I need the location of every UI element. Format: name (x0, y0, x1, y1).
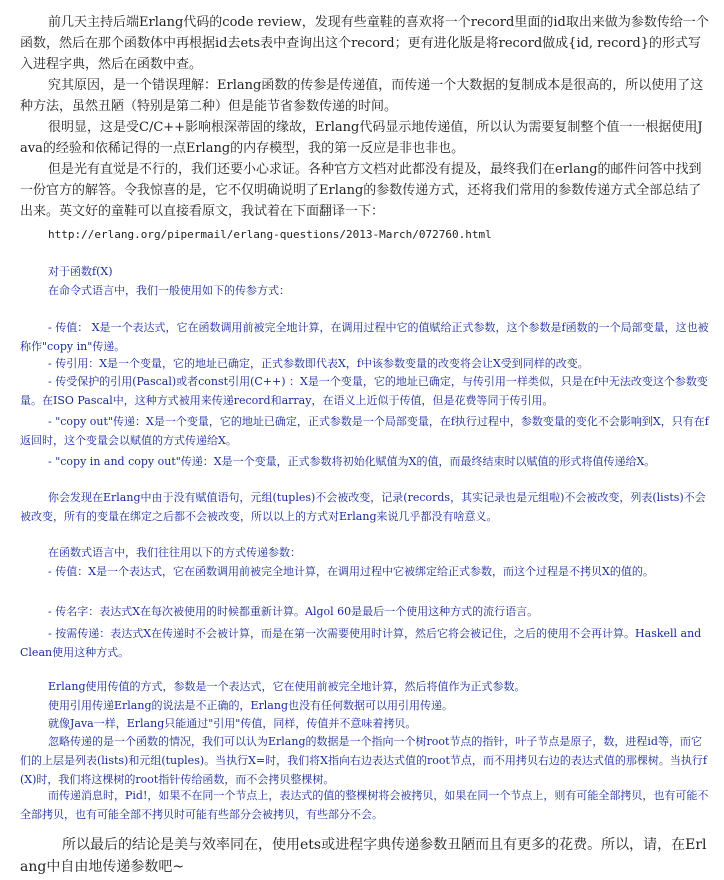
erlang-line-1: Erlang使用传值的方式，参数是一个表达式，它在使用前被完全地计算，然后将值作为正式参数。 (48, 680, 526, 693)
functional-item-by-value: - 传值：X是一个表达式，它在函数调用前被完全地计算，在调用过程中它被绑定给正式参数，而这个过程是不拷贝X的值的。 (48, 565, 654, 578)
imperative-item-by-value: - 传值： X是一个表达式，它在函数调用前被完全地计算，在调用过程中它的值赋给正式参数，这个参数是f函数的一个局部变量，这也被称作"copy in"传递。 (20, 321, 709, 353)
source-url: http://erlang.org/pipermail/erlang-questions/2013-March/072760.html (48, 228, 492, 241)
pid-note: 而传递消息时，Pid!，如果不在同一个节点上，表达式的值的整棵树将会被拷贝，如果在同一个节点上，则有可能全部拷贝，也有可能不全部拷贝，也有可能全部不拷贝时可能有些部分会被拷贝，有些部分不会。 (20, 789, 709, 821)
tree-note: 忽略传递的是一个函数的情况，我们可以认为Erlang的数据是一个指向一个树root节点的指针，叶子节点是原子，数，进程id等，而它们的上层是列表(lists)和元组(tuples)。当执行X=时，我们将X指向右边表达式值的root节点，而不用拷贝右边的表达式值的那棵树。当执行f(X)时，我们将这棵树的root指针传给函数，而不会拷贝整棵树。 (20, 735, 708, 786)
intro-paragraph-4: 但是光有直觉是不行的，我们还要小心求证。各种官方文档对此都没有提及，最终我们在erlang的邮件问答中找到一份官方的解答。令我惊喜的是，它不仅明确说明了Erlang的参数传递方式，还将我们常用的参数传递方式全部总结了出来。英文好的童鞋可以直接看原文，我试着在下面翻译一下： (20, 162, 702, 219)
imperative-intro: 在命令式语言中，我们一般使用如下的传参方式： (48, 284, 290, 297)
intro-paragraph-3: 很明显，这是受C/C++影响根深蒂固的缘故，Erlang代码显示地传递值，所以认为需要复制整个值一一根据使用Java的经验和依稀记得的一点Erlang的内存模型，我的第一反应是非也非也。 (20, 120, 703, 156)
imperative-item-by-reference: - 传引用：X是一个变量，它的地址已确定，正式参数即代表X，f中该参数变量的改变将会让X受到同样的改变。 (48, 357, 589, 370)
conclusion-paragraph: 所以最后的结论是美与效率同在，使用ets或进程字典传递参数丑陋而且有更多的花费。所以，请，在Erlang中自由地传递参数吧~ (20, 837, 707, 875)
functional-item-by-name: - 传名字：表达式X在每次被使用的时候都重新计算。Algol 60是最后一个使用这种方式的流行语言。 (48, 605, 539, 618)
imperative-item-copy-out: - "copy out"传递：X是一个变量，它的地址已确定，正式参数是一个局部变量，在f执行过程中，参数变量的变化不会影响到X，只有在f返回时，这个变量会以赋值的方式传递给X。 (20, 415, 709, 447)
quote-heading: 对于函数f(X) (48, 265, 113, 278)
erlang-line-2: 使用引用传递Erlang的说法是不正确的，Erlang也没有任何数据可以用引用传递。 (48, 699, 453, 712)
intro-paragraph-2: 究其原因，是一个错误理解：Erlang函数的传参是传递值，而传递一个大数据的复制成本是很高的，所以使用了这种方法，虽然丑陋（特别是第二种）但是能节省参数传递的时间。 (20, 78, 704, 114)
functional-intro: 在函数式语言中，我们往往用以下的方式传递参数： (48, 546, 301, 559)
imperative-item-copy-in-out: - "copy in and copy out"传递：X是一个变量，正式参数将初始化赋值为X的值，而最终结束时以赋值的形式将值传递给X。 (48, 455, 656, 468)
functional-item-by-need: - 按需传递：表达式X在传递时不会被计算，而是在第一次需要使用时计算，然后它将会被记住，之后的使用不会再计算。Haskell and Clean使用这种方式。 (20, 627, 702, 659)
tuples-note: 你会发现在Erlang中由于没有赋值语句，元组(tuples)不会被改变，记录(records，其实记录也是元组啦)不会被改变，列表(lists)不会被改变，所有的变量在绑定之后都不会被改变，所以以上的方式对Erlang来说几乎都没有啥意义。 (20, 491, 706, 523)
imperative-item-const-reference: - 传受保护的引用(Pascal)或者const引用(C++) ：X是一个变量，它的地址已确定，与传引用一样类似，只是在f中无法改变这个参数变量。在ISO Pascal中，这种方式被用来传递record和array，在语义上近似于传值，但是花费等同于传引用。 (20, 375, 708, 407)
erlang-line-3: 就像Java一样，Erlang只能通过"引用"传值，同样，传值并不意味着拷贝。 (48, 717, 417, 730)
intro-paragraph-1: 前几天主持后端Erlang代码的code review，发现有些童鞋的喜欢将一个record里面的id取出来做为参数传给一个函数，然后在那个函数体中再根据id去ets表中查询出这个record；更有进化版是将record做成{id, record}的形式写入进程字典，然后在函数中查。 (20, 15, 709, 72)
